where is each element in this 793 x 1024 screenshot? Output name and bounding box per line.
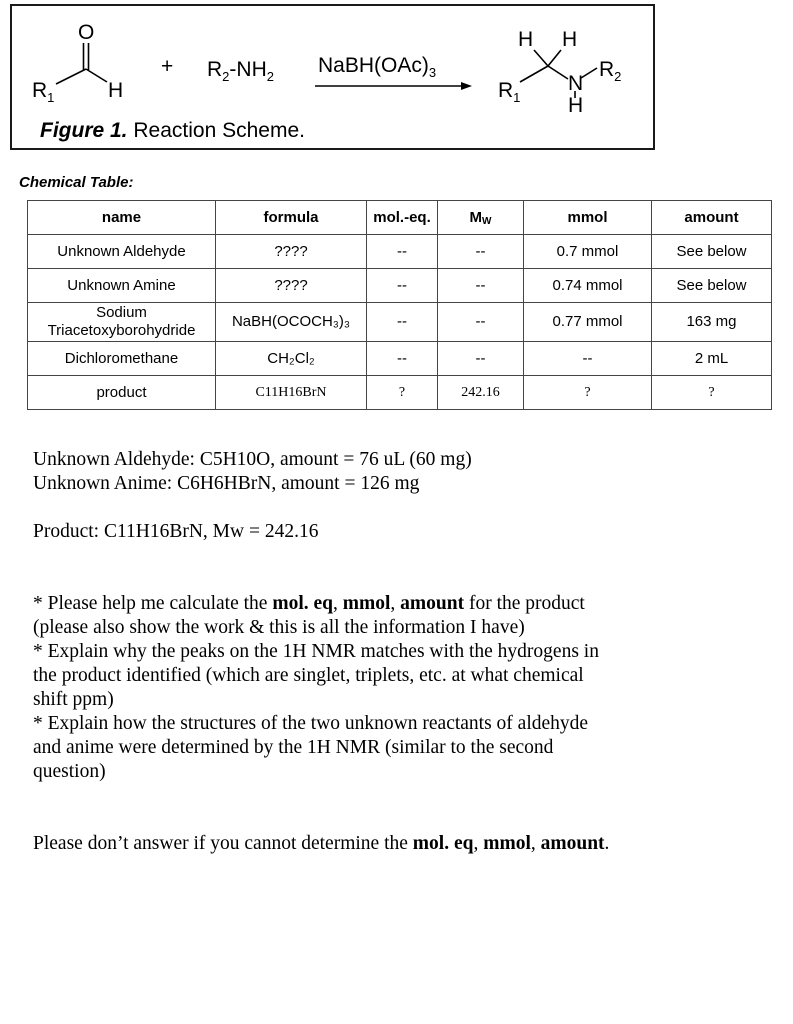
cell-mol-eq: -- [367, 269, 438, 303]
product-cn-bond [548, 66, 568, 79]
aldehyde-r1-bond [56, 69, 86, 84]
header-mmol: mmol [524, 201, 652, 235]
cell-mw: -- [438, 342, 524, 376]
cell-name-line2: Triacetoxyborohydride [47, 322, 196, 339]
cell-amount: 2 mL [652, 342, 772, 376]
reagent-label: $NaBH(OAc)_3$ [318, 54, 437, 80]
amine-formula: $R_2-NH_2$ [207, 58, 274, 84]
question-2-line-3: shift ppm) [33, 689, 114, 710]
cell-mol-eq: -- [367, 303, 438, 342]
table-row [28, 303, 772, 342]
cell-name-line1: Sodium [96, 304, 147, 321]
header-mw-sub: W [482, 215, 492, 227]
product-nh-label: H [568, 94, 584, 117]
cell-mol-eq: ? [367, 376, 438, 410]
product-r2-label: $R_2$ [599, 58, 622, 84]
product-nitrogen-label: N [568, 72, 584, 95]
cell-formula: ???? [216, 235, 367, 269]
question-3-line-2: and anime were determined by the 1H NMR (similar to the second [33, 737, 554, 758]
cell-mw: -- [438, 303, 524, 342]
question-1-line-1: * Please help me calculate the mol. eq, mmol, amount for the product [33, 593, 585, 614]
product-r1-bond [520, 66, 548, 82]
product-h-left-label: H [518, 28, 534, 51]
cell-formula: ???? [216, 269, 367, 303]
cell-mmol: 0.74 mmol [524, 269, 652, 303]
cell-mmol: ? [524, 376, 652, 410]
product-ch-bond-left [534, 50, 548, 66]
question-2-line-1: * Explain why the peaks on the 1H NMR matches with the hydrogens in [33, 641, 599, 662]
figure-label: Figure 1. [40, 119, 128, 142]
product-ch-bond-right [548, 50, 561, 66]
table-row [28, 376, 772, 410]
plus-sign: + [161, 55, 174, 78]
cell-name: Dichloromethane [28, 342, 216, 376]
table-header-row [28, 201, 772, 235]
cell-mmol: -- [524, 342, 652, 376]
questions-block [33, 592, 673, 784]
product-r1-label: $R_1$ [498, 79, 521, 105]
question-3-line-3: question) [33, 761, 106, 782]
table-title: Chemical Table: [19, 174, 134, 191]
cell-mw: 242.16 [438, 376, 524, 410]
question-3-line-1: * Explain how the structures of the two unknown reactants of aldehyde [33, 713, 589, 734]
header-mw [438, 201, 524, 235]
aldehyde-r1-label: $R_1$ [32, 79, 55, 105]
figure-caption-text: Reaction Scheme. [127, 119, 305, 142]
cell-name: Unknown Amine [28, 269, 216, 303]
cell-formula: CH₂Cl₂ [216, 342, 367, 376]
info-aldehyde-line: Unknown Aldehyde: C5H10O, amount = 76 uL (60 mg) [33, 449, 472, 470]
aldehyde-h-label: H [108, 79, 124, 102]
question-1-line-2: (please also show the work & this is all the information I have) [33, 617, 525, 638]
info-product-line: Product: C11H16BrN, Mw = 242.16 [33, 521, 319, 542]
chemical-table [27, 200, 772, 410]
header-amount: amount [652, 201, 772, 235]
reaction-scheme-box [10, 4, 655, 150]
reaction-arrow-head [461, 82, 472, 90]
aldehyde-h-bond [86, 69, 107, 82]
cell-formula: C11H16BrN [216, 376, 367, 410]
info-amine-line: Unknown Anime: C6H6HBrN, amount = 126 mg [33, 473, 420, 494]
product-nr2-bond [581, 68, 597, 78]
table-row [28, 342, 772, 376]
cell-amount: ? [652, 376, 772, 410]
cell-mol-eq: -- [367, 235, 438, 269]
cell-amount: See below [652, 235, 772, 269]
carbonyl-oxygen-label: O [78, 21, 95, 44]
cell-mmol: 0.77 mmol [524, 303, 652, 342]
table-row [28, 269, 772, 303]
cell-mw: -- [438, 269, 524, 303]
cell-mol-eq: -- [367, 342, 438, 376]
cell-mw: -- [438, 235, 524, 269]
cell-formula: NaBH(OCOCH₃)₃ [216, 303, 367, 342]
cell-name [28, 303, 216, 342]
closing-note: Please don’t answer if you cannot determine the mol. eq, mmol, amount. [33, 833, 610, 854]
cell-mmol: 0.7 mmol [524, 235, 652, 269]
cell-amount: See below [652, 269, 772, 303]
cell-name: Unknown Aldehyde [28, 235, 216, 269]
header-formula: formula [216, 201, 367, 235]
header-mol-eq: mol.-eq. [367, 201, 438, 235]
product-h-right-label: H [562, 28, 578, 51]
header-name: name [28, 201, 216, 235]
cell-name: product [28, 376, 216, 410]
cell-amount: 163 mg [652, 303, 772, 342]
table-row [28, 235, 772, 269]
header-mw-main: M [469, 208, 483, 226]
figure-caption [40, 119, 305, 143]
question-2-line-2: the product identified (which are singlet, triplets, etc. at what chemical [33, 665, 584, 686]
